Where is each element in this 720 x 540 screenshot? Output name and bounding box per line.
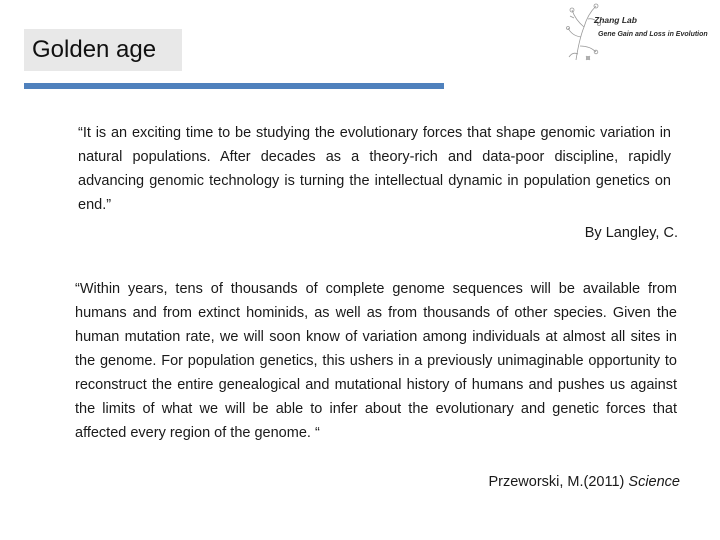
quote-langley: “It is an exciting time to be studying the evolutionary forces that shape genomic variation in natural populations. After decades as a theory-rich and data-poor discipline, rapidly advancing genomic technology is turning the intellectual dynamic in population genetics on end.” [78, 125, 671, 213]
title-underline-bar [24, 83, 444, 89]
attribution-langley: By Langley, C. [584, 225, 678, 241]
slide-title: Golden age [32, 36, 157, 63]
attribution-author: Przeworski, M.(2011) [488, 474, 625, 490]
logo-subtitle: Gene Gain and Loss in Evolution [598, 31, 708, 38]
zhang-lab-logo [566, 2, 720, 64]
logo-name: Zhang Lab [594, 15, 637, 25]
attribution-przeworski [488, 474, 680, 490]
quote-przeworski: “Within years, tens of thousands of complete genome sequences will be available from humans and from extinct hominids, as well as from thousands of other species. Given the human mutation rate, we will soon know of variation among individuals at almost all sites in the genome. For population genetics, this ushers in a previously unimaginable opportunity to reconstruct the entire genealogical and mutational history of humans and pushes us against the limits of what we will be able to infer about the evolutionary and genetic forces that affected every region of the genome. “ [75, 281, 677, 441]
slide-title-box [24, 29, 182, 71]
attribution-journal: Science [628, 474, 680, 490]
